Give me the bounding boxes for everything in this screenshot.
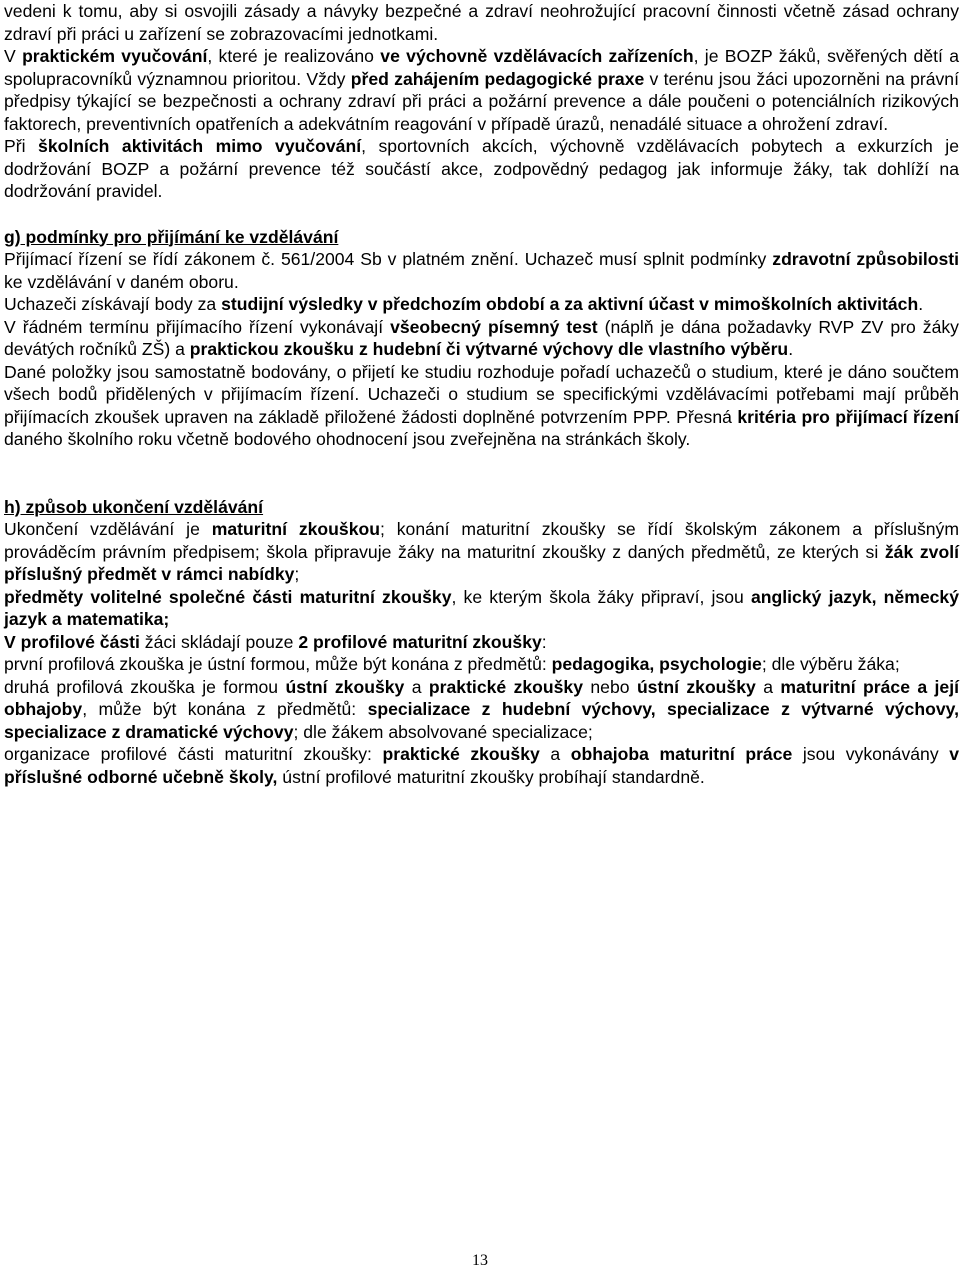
section-g-paragraph-3: V řádném termínu přijímacího řízení vykonávají všeobecný písemný test (náplň je dána požadavky RVP ZV pro žáky devátých ročníků ZŠ) a praktickou zkoušku z hudební či výtvarné výchovy dle vlastního výběru. (4, 316, 959, 359)
section-h-paragraph-4: první profilová zkouška je ústní formou, může být konána z předmětů: pedagogika, psychologie; dle výběru žáka; (4, 654, 900, 674)
section-h-paragraph-1: Ukončení vzdělávání je maturitní zkouškou; konání maturitní zkoušky se řídí školským zákonem a příslušným prováděcím právním předpisem; škola připravuje žáky na maturitní zkoušky z daných předmětů, ze kterých si žák zvolí příslušný předmět v rámci nabídky; (4, 519, 959, 584)
section-h-paragraph-2: předměty volitelné společné části maturitní zkoušky, ke kterým škola žáky připraví, jsou anglický jazyk, německý jazyk a matematika; (4, 586, 959, 629)
section-h-heading: h) způsob ukončení vzdělávání (4, 496, 264, 517)
paragraph-extracurricular: Při školních aktivitách mimo vyučování, sportovních akcích, výchovně vzdělávacích pobytech a exkurzích je dodržování BOZP a požární prevence též součástí akce, zodpovědný pedagog jak informuje žáky, tak dohlíží na dodržování pravidel. (4, 136, 959, 201)
paragraph-practical-teaching: V praktickém vyučování, které je realizováno ve výchovně vzdělávacích zařízeních, je BOZP žáků, svěřených dětí a spolupracovníků významnou prioritou. Vždy před zahájením pedagogické praxe v terénu jsou žáci upozorněni na právní předpisy týkající se bezpečnosti a ochrany zdraví při práci a požární prevence a dále poučeni o potenciálních rizikových faktorech, preventivních opatřeních a adekvátním reagování v případě úrazů, nenadálé situace a ohrožení zdraví. (4, 46, 960, 134)
section-h-paragraph-3: V profilové části žáci skládají pouze 2 profilové maturitní zkoušky: (4, 631, 547, 652)
section-g-paragraph-2: Uchazeči získávají body za studijní výsledky v předchozím období a za aktivní účast v mimoškolních aktivitách. (4, 294, 924, 314)
section-h-paragraph-6: organizace profilové části maturitní zkoušky: praktické zkoušky a obhajoba maturitní práce jsou vykonávány v příslušné odborné učebně školy, ústní profilové maturitní zkoušky probíhají standardně. (4, 744, 960, 787)
section-g-paragraph-4: Dané položky jsou samostatně bodovány, o přijetí ke studiu rozhoduje pořadí uchazečů o studium, které je dáno součtem všech bodů přidělených v přijímacím řízení. Uchazeči o studium se specifickými vzdělávacími potřebami mají průběh přijímacích zkoušek upraven na základě přiložené žádosti doplněné potvrzením PPP. Přesná kritéria pro přijímací řízení daného školního roku včetně bodového ohodnocení jsou zveřejněna na stránkách školy. (4, 361, 960, 449)
page-number: 13 (472, 1252, 488, 1269)
section-g-heading: g) podmínky pro přijímání ke vzdělávání (4, 226, 339, 247)
document-page (4, 0, 959, 788)
section-g-paragraph-1: Přijímací řízení se řídí zákonem č. 561/2004 Sb v platném znění. Uchazeč musí splnit podmínky zdravotní způsobilosti ke vzdělávání v daném oboru. (4, 249, 959, 292)
paragraph-safety-intro: vedeni k tomu, aby si osvojili zásady a návyky bezpečné a zdraví neohrožující pracovní činnosti včetně zásad ochrany zdraví při práci u zařízení se zobrazovacími jednotkami. (4, 1, 959, 44)
section-h-paragraph-5: druhá profilová zkouška je formou ústní zkoušky a praktické zkoušky nebo ústní zkoušky a maturitní práce a její obhajoby, může být konána z předmětů: specializace z hudební výchovy, specializace z výtvarné výchovy, specializace z dramatické výchovy; dle žákem absolvované specializace; (4, 676, 959, 742)
